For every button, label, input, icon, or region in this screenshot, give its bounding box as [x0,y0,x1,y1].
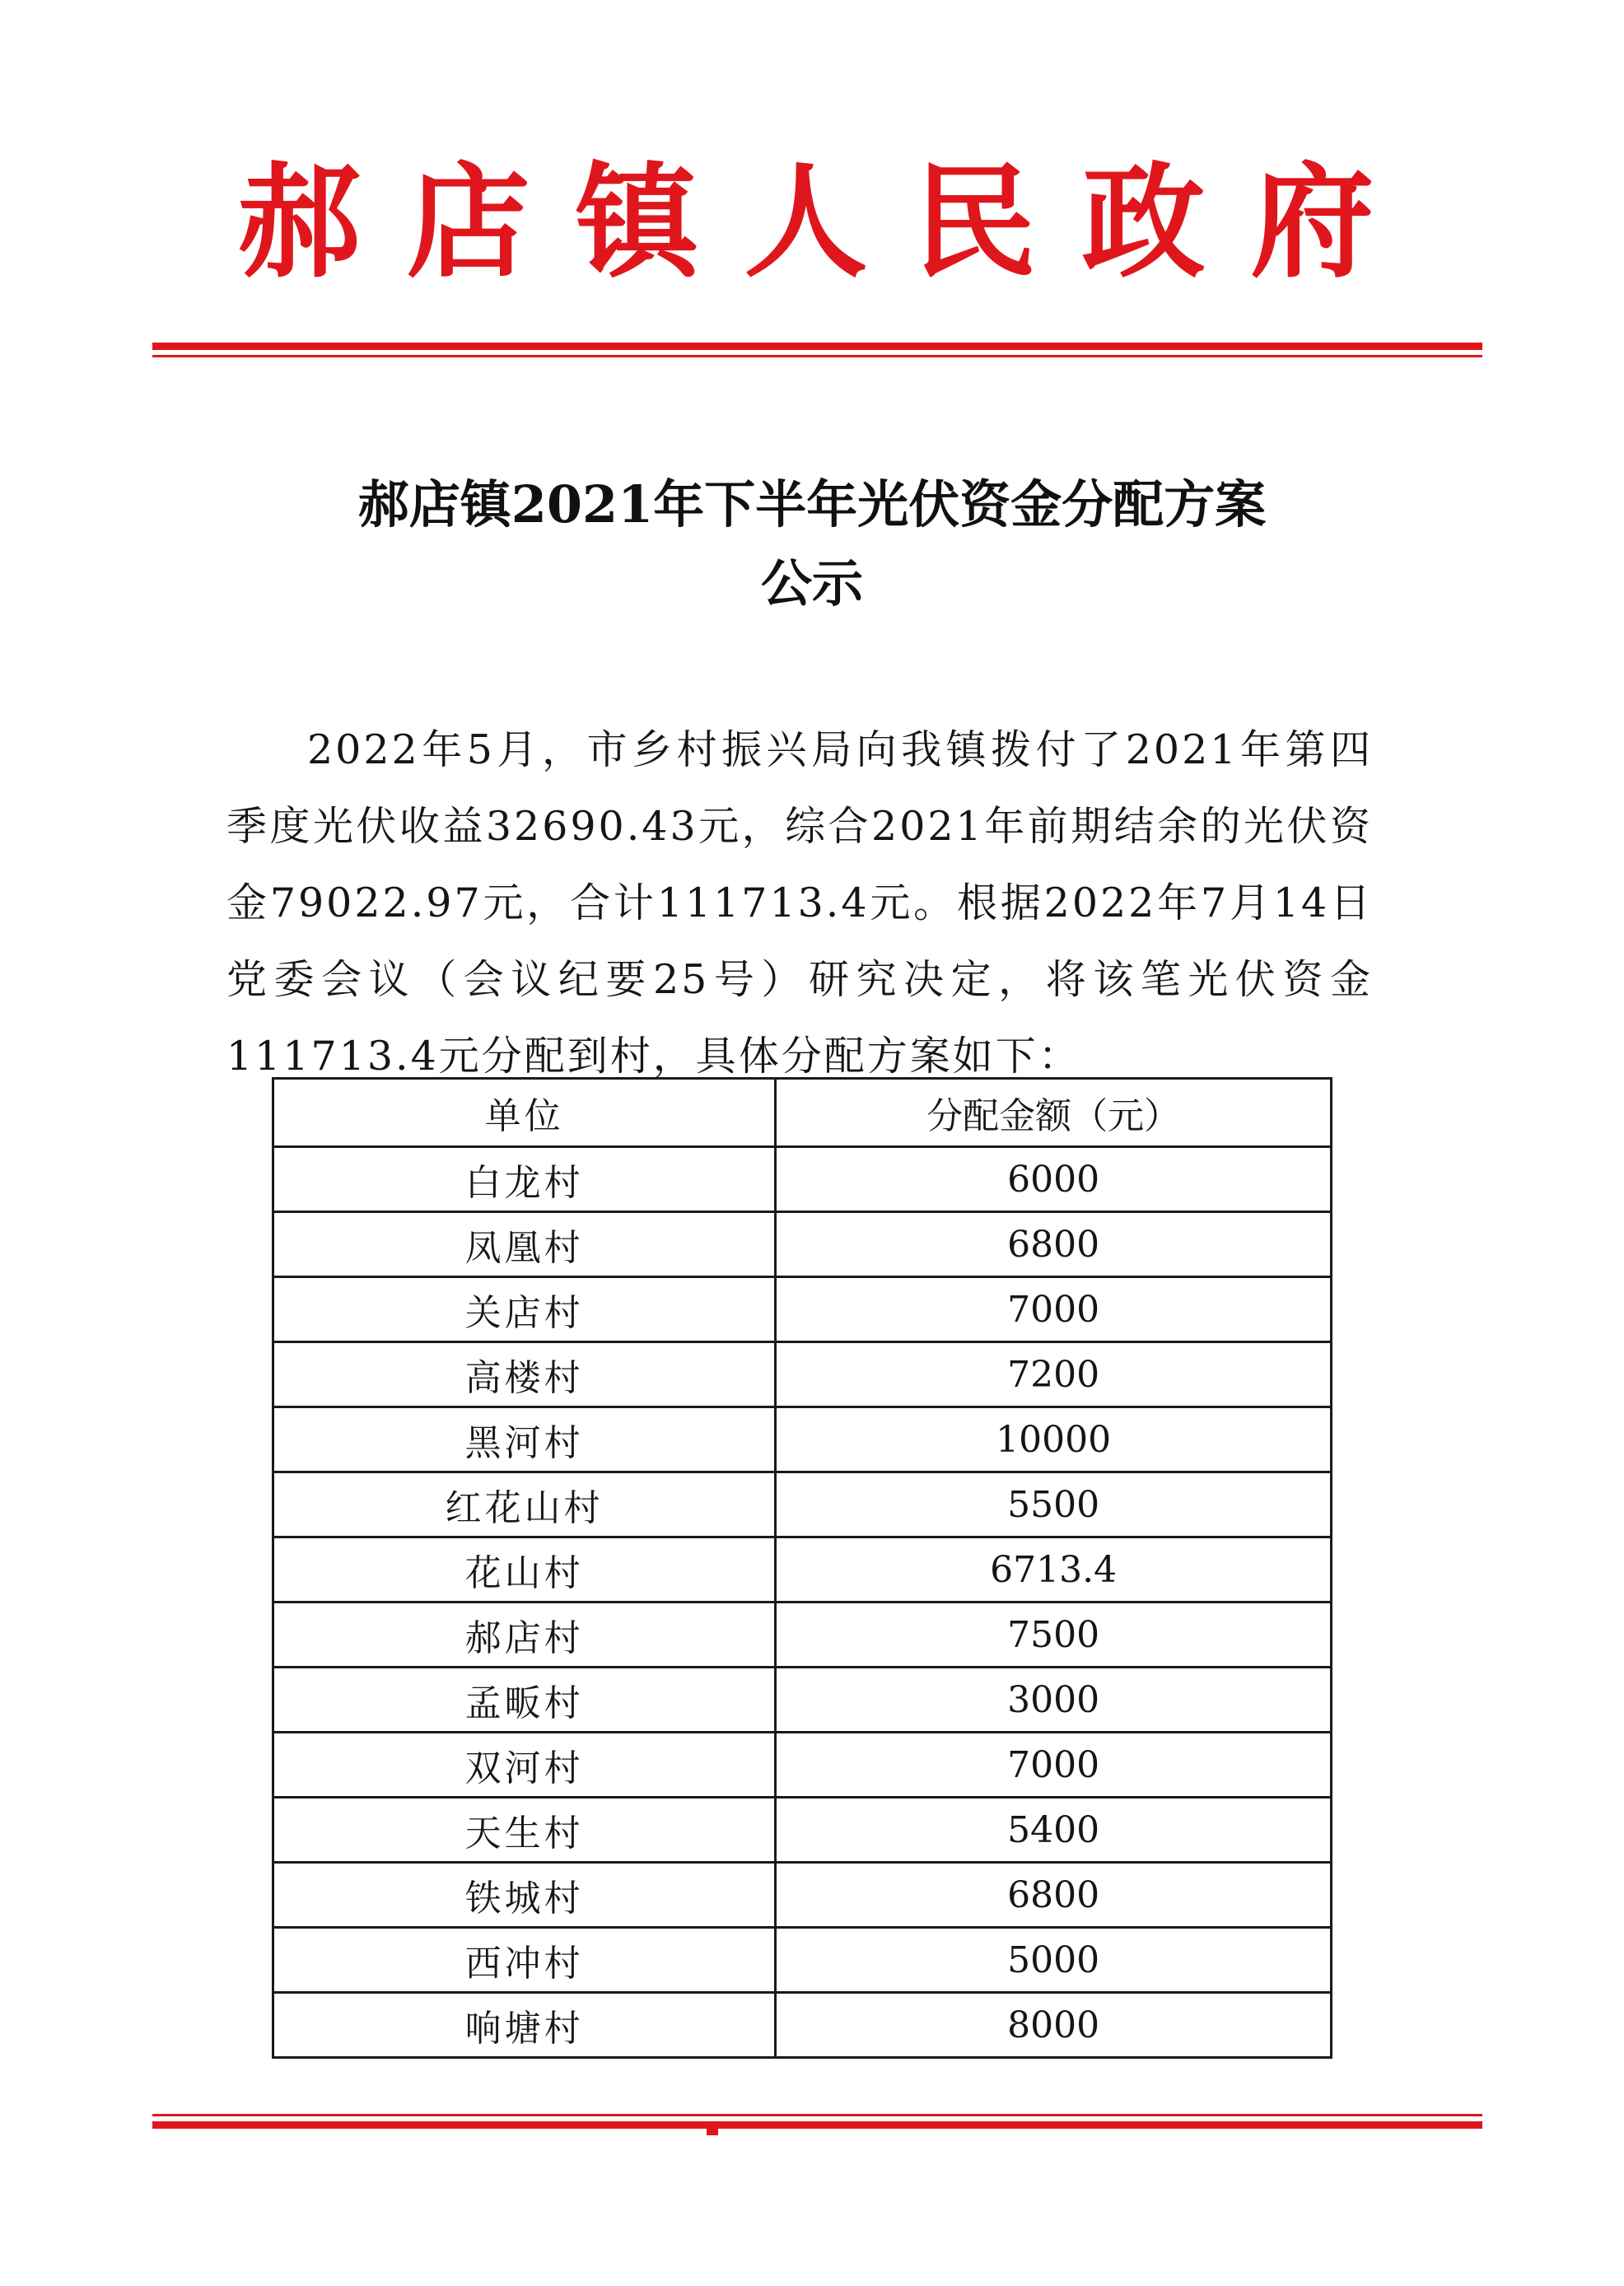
unit-cell: 铁城村 [273,1863,776,1928]
amount-cell: 8000 [776,1993,1332,2058]
amount-cell: 5500 [776,1472,1332,1537]
amount-cell: 7200 [776,1342,1332,1407]
amount-cell: 6800 [776,1863,1332,1928]
table-row [273,1733,1332,1798]
unit-cell: 白龙村 [273,1147,776,1212]
unit-cell: 郝店村 [273,1603,776,1668]
table-row [273,1342,1332,1407]
amount-cell: 7000 [776,1733,1332,1798]
unit-cell: 花山村 [273,1537,776,1603]
footer-red-rule-thin [152,2114,1482,2116]
unit-cell: 响塘村 [273,1993,776,2058]
amount-cell: 6800 [776,1212,1332,1277]
table-row [273,1147,1332,1212]
letterhead-red-rule-thick [152,343,1482,350]
amount-cell: 3000 [776,1668,1332,1733]
amount-cell: 7000 [776,1277,1332,1342]
letterhead-org-name: 郝店镇人民政府 [237,150,1420,295]
unit-cell: 红花山村 [273,1472,776,1537]
amount-cell: 10000 [776,1407,1332,1472]
table-header-row [273,1079,1332,1147]
letterhead-red-rule-thin [152,355,1482,357]
amount-cell: 6000 [776,1147,1332,1212]
amount-cell: 5400 [776,1798,1332,1863]
table-row [273,1537,1332,1603]
document-title-line2: 公示 [760,553,863,613]
footer-rule-mark [707,2129,718,2135]
table-row [273,1928,1332,1993]
unit-cell: 凤凰村 [273,1212,776,1277]
unit-cell: 天生村 [273,1798,776,1863]
document-title [0,465,1624,623]
table-row [273,1798,1332,1863]
unit-cell: 黑河村 [273,1407,776,1472]
table-row [273,1993,1332,2058]
body-paragraph: 2022年5月，市乡村振兴局向我镇拨付了2021年第四季度光伏收益32690.43元，综合2021年前期结余的光伏资金79022.97元，合计111713.4元。根据2022年7月14日党委会议（会议纪要25号）研究决定，将该笔光伏资金111713.4元分配到村，具体分配方案如下： [226,726,1373,1080]
table-row [273,1472,1332,1537]
table-row [273,1668,1332,1733]
table-row [273,1212,1332,1277]
table-row [273,1603,1332,1668]
table-row [273,1863,1332,1928]
allocation-table [272,1077,1332,2059]
unit-cell: 双河村 [273,1733,776,1798]
unit-cell: 高楼村 [273,1342,776,1407]
amount-cell: 7500 [776,1603,1332,1668]
table-row [273,1407,1332,1472]
footer-red-rule-thick [152,2121,1482,2129]
column-header-unit: 单位 [273,1079,776,1147]
amount-cell: 5000 [776,1928,1332,1993]
unit-cell: 孟畈村 [273,1668,776,1733]
unit-cell: 西冲村 [273,1928,776,1993]
amount-cell: 6713.4 [776,1537,1332,1603]
table-row [273,1277,1332,1342]
column-header-amount: 分配金额（元） [776,1079,1332,1147]
unit-cell: 关店村 [273,1277,776,1342]
document-title-line1: 郝店镇2021年下半年光伏资金分配方案 [357,474,1267,534]
